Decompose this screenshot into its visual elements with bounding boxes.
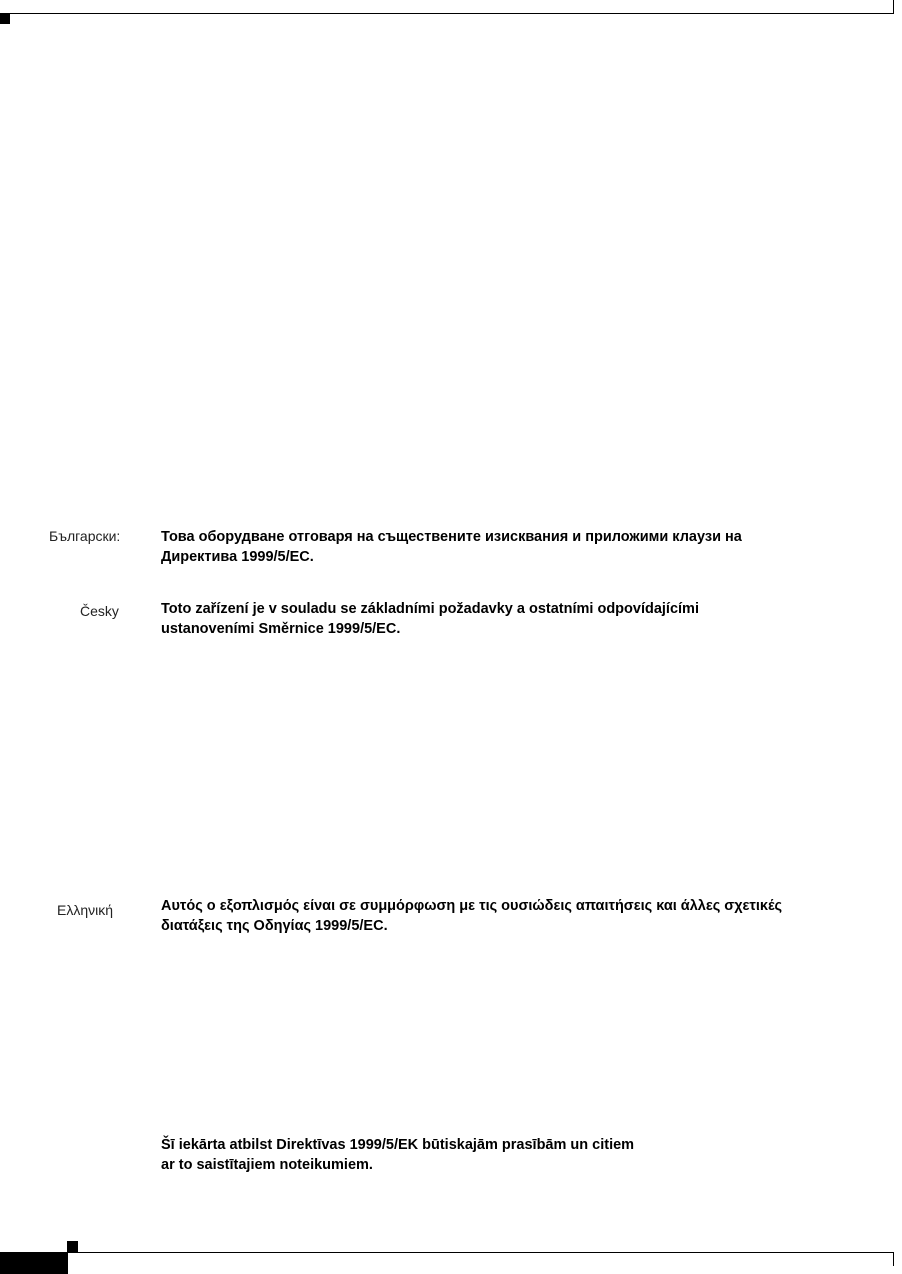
- language-label-czech: Česky: [80, 603, 119, 619]
- footer-rule: [0, 1252, 894, 1253]
- statement-line: ar to saistītajiem noteikumiem.: [161, 1157, 373, 1173]
- statement-greek: [161, 896, 782, 936]
- header-corner-tick: [893, 0, 894, 14]
- statement-bulgarian: [161, 527, 742, 567]
- statement-line: ustanoveními Směrnice 1999/5/EC.: [161, 621, 401, 637]
- statement-line: Toto zařízení je v souladu se základními požadavky a ostatními odpovídajícími: [161, 601, 699, 617]
- header-rule: [0, 13, 894, 14]
- language-label-bulgarian: Български:: [49, 528, 121, 544]
- footer-page-tab: [0, 1253, 68, 1274]
- statement-line: Директива 1999/5/EC.: [161, 549, 314, 565]
- statement-czech: [161, 599, 699, 639]
- statement-line: διατάξεις της Οδηγίας 1999/5/EC.: [161, 918, 388, 934]
- header-marker-square: [0, 14, 10, 24]
- language-label-greek: Ελληνική: [57, 902, 114, 918]
- statement-line: Αυτός ο εξοπλισμός είναι σε συμμόρφωση με τις ουσιώδεις απαιτήσεις και άλλες σχετικές: [161, 898, 783, 914]
- footer-corner-tick: [893, 1252, 894, 1266]
- statement-line: Šī iekārta atbilst Direktīvas 1999/5/EK būtiskajām prasībām un citiem: [161, 1137, 635, 1153]
- statement-latvian: [161, 1135, 634, 1175]
- footer-marker-square: [67, 1241, 78, 1252]
- statement-line: Това оборудване отговаря на съществените изисквания и приложими клаузи на: [161, 529, 742, 545]
